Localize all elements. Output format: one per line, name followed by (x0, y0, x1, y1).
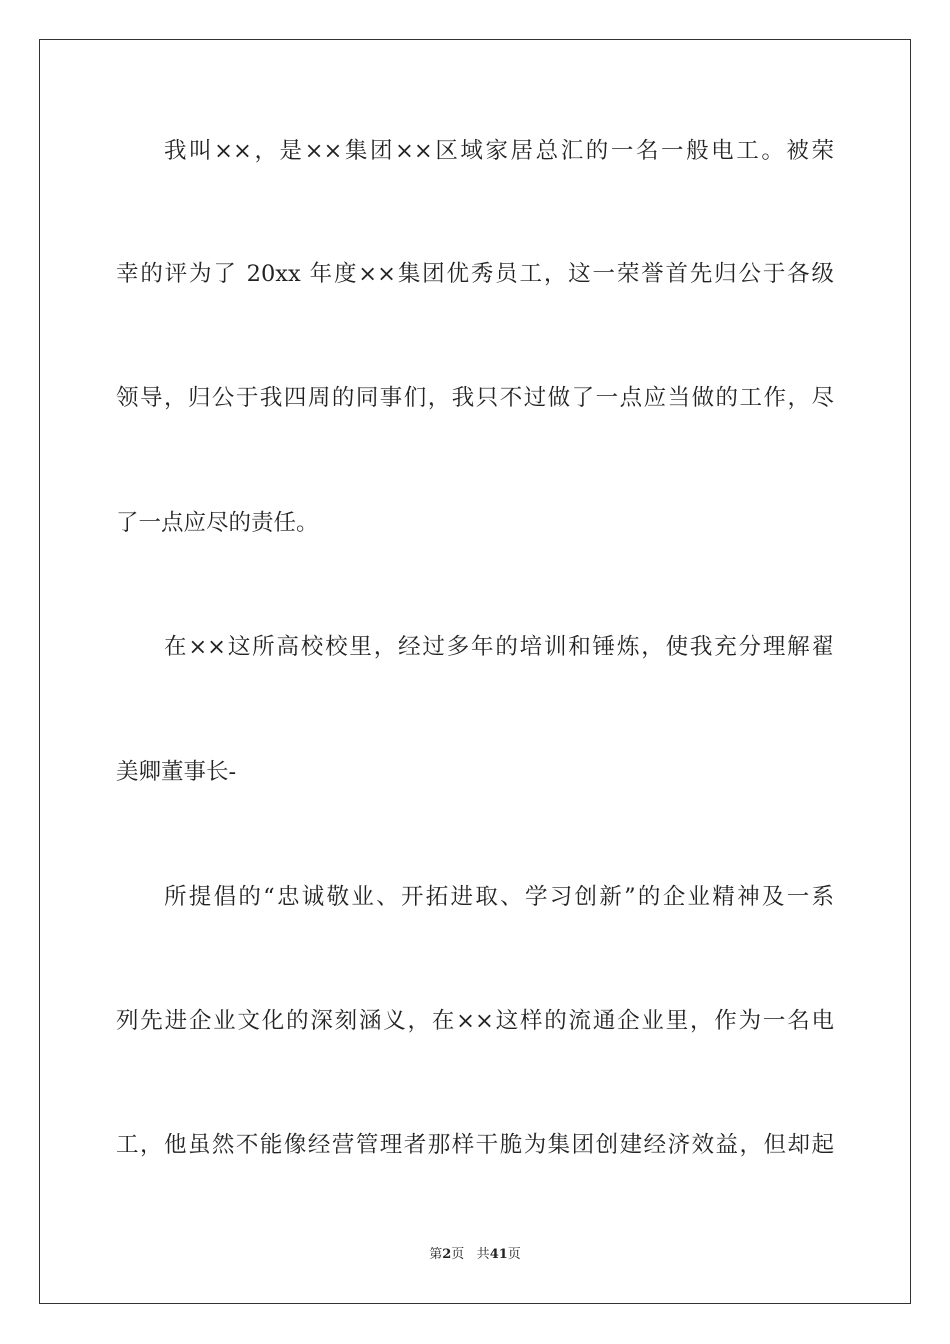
paragraph-1-line-1: 我叫××，是××集团××区域家居总汇的一名一般电工。被荣 (164, 138, 834, 164)
paragraph-3-line-3: 工，他虽然不能像经营管理者那样干脆为集团创建经济效益，但却起 (116, 1132, 834, 1158)
paragraph-3-line-1: 所提倡的“忠诚敬业、开拓进取、学习创新”的企业精神及一系 (164, 884, 834, 910)
paragraph-1-line-4: 了一点应尽的责任。 (116, 510, 319, 536)
paragraph-3-line-2: 列先进企业文化的深刻涵义，在××这样的流通企业里，作为一名电 (116, 1008, 834, 1034)
footer-page-prefix: 第 (429, 1247, 443, 1262)
footer-page-suffix: 页 (451, 1247, 465, 1262)
footer-total-prefix: 共 (476, 1247, 490, 1262)
footer-total-suffix: 页 (507, 1247, 521, 1262)
paragraph-1-line-2: 幸的评为了 20xx 年度××集团优秀员工，这一荣誉首先归公于各级 (116, 261, 834, 287)
paragraph-2-line-1: 在××这所高校校里，经过多年的培训和锤炼，使我充分理解翟 (164, 634, 834, 660)
footer-total-pages: 41 (489, 1247, 508, 1262)
footer-page-number: 2 (442, 1247, 452, 1262)
page-footer (0, 1246, 950, 1264)
paragraph-2-line-2: 美卿董事长- (116, 759, 237, 785)
page-border (39, 39, 911, 1304)
paragraph-1-line-3: 领导，归公于我四周的同事们，我只不过做了一点应当做的工作，尽 (116, 385, 834, 411)
